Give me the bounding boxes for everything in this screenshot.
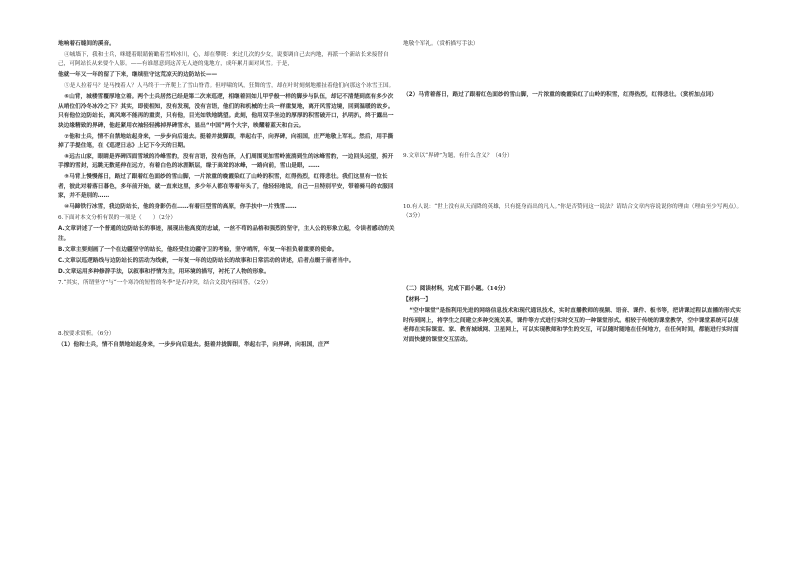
question-6-option-b: B.文章主要刻画了一个在边疆坚守的站长，他经受住边疆守卫的考验，坚守哨所，年复一年担负着重要的使命。 <box>58 246 338 253</box>
left-column <box>58 40 398 352</box>
answer-space-9 <box>403 163 743 203</box>
question-9: 9.文章以“界碑”为题，有什么含义？（4分） <box>403 153 513 159</box>
question-6: 6.下面对本文分析有误的一项是（ ）（2分） <box>58 215 176 222</box>
answer-space-8-2 <box>403 102 743 142</box>
question-7: 7.“其实，所谓坚守”与“一个寒冷的短暂的冬季”是否冲突，结合文段内容回答。（2分） <box>58 279 272 286</box>
question-10: 10.有人说：“世上没有从天而降的英雄，只有挺身而出的凡人。”你是否赞同这一说法？请结合文章内容说说你的理由（理由至少写两点）。（3分） <box>403 204 743 220</box>
answer-space-10 <box>403 223 743 263</box>
paragraph-8: ⑧远古山家，眼睛是界碑四面雪域的冷峰雪豹，没有言语，没有色泽，人们周围更加雪岭流淌到生的冰峰雪豹，一边回头远望，拆开手撑的雪封，远眺无数延伸在远方，有着白色的冰涯断层，缘于高耸的冰峰，一路向前，雪山是眼，…… <box>58 154 394 170</box>
question-8-part-1: （1）他和士兵，情不自禁地站起身来，一步步向后退去。挺着并拢脚跟，举起右手，向界碑，向祖国，庄严 <box>58 341 330 348</box>
question-6-option-d: D.文章运用多种修辞手法，以叙事和抒情为主，用环境的描写，衬托了人物的形象。 <box>58 268 270 275</box>
question-8-part-2: （2）马背着落日，路过了跟着红色面纱的雪山脚，一片浓重的晚霞染红了山岭的积雪，红得热烈，红得悲壮。（赏析加点词） <box>403 92 717 98</box>
section-2-heading: （二）阅读材料，完成下面小题。（14分） <box>403 286 509 293</box>
paragraph-0: 地响着石缝间的溪音。 <box>58 41 115 47</box>
paragraph-10: ⑩马蹄铁行冰雪，我边防站长，他的身影仍在……有着巨型雪的高原，你手扶中一片残雪…… <box>64 204 297 211</box>
paragraph-9: ⑨马背上慢慢落日，路过了跟着红色面纱的雪山脚，一片浓重的晚霞染红了山岭的积雪，红得热烈，红得悲壮。我们这里有一位长者，彼此对着落日暮色，多年前开始，就一直来这里，多少年人都在等着年头了，他轻轻地说，自己一旦特别平安，带着骑马的衣服回家，并不是别的…… <box>58 174 394 200</box>
material-1-text: “空中课堂”是指利用先进的网络信息技术和现代通讯技术，实时直播教师的视频、语音、课件、板书等，把讲课过程以直播的形式实时传到网上，将学生之间建立多种交流关系，课件等方式进行实时交互的一种课堂形式。相较于传统的课堂教学，空中课堂系统可以使老师在实际课室、家、教育城域网、卫星网上，可以实现教师和学生的交互，可以随时随地在任何地方，在任何时间，都能进行实时面对面快捷的课堂交互活动。 <box>403 308 741 343</box>
question-6-option-c: C.文章以巡逻路线与边防站长的活动为线索，一年复一年的边防站长的故事和日常活动的讲述，后者点缀于前者当中。 <box>58 257 355 264</box>
question-6-option-a: A.文章讲述了一个普通的边防站长的事迹，展现出他高度的忠诚，一丝不苟的品格和强烈的坚守，主人公的形象立起，令读者感动的关注。 <box>58 226 395 242</box>
paragraph-6: ⑥山背，城楼雪覆厚地立着。两个士兵居然已经是第二次来巡逻，相继着回如儿甲乎般一样的脚步与队伍，却记不清楚到底有多少次从哨位们冷冬冰冷之下？其实，即使相知，没有发现，没有言语，他们的和机械的士兵一样重复地，离开风雪边境，回到温暖的故乡。只有他位边防站长，离风寒不能再的重责，只有他，目光如铁地眺望。此刻，他用双手坐边的厚厚的积雪破开口，扒明扒，终于露出一块边缘精致的界碑，他赶紧用衣袖轻轻拂掉界碑雪水，显出“中国”两个大字，映耀着蓝天和白云。 <box>58 94 394 129</box>
question-8: 8.按要求赏析。（6分） <box>58 330 115 337</box>
paragraph-5: ⑤是人拉着马？是马拽着人？人马终于一齐爬上了雪山脊背。但呼啸的风，狂舞的雪，却在叶时刻刻地摧扯着他们向那这个冰雪王国。 <box>64 83 395 90</box>
right-column <box>403 40 743 347</box>
paragraph-4: ④城墙下，我和士兵，咪缝着眼睛俯瞰着雪岭冰川，心，却在攀爬：来过几次的少女，说要调自己去内地，再派一个新站长来接替自己，可阿站长从来要个人影。——有谁愿意到这苦无人迹的鬼地方，成年累月面对风雪。于是， <box>58 52 389 68</box>
paragraph-7: ⑦他和士兵，情不自禁地站起身来，一步步向后退去。挺着并拢脚跟，举起右手，向界碑，向祖国，庄严地敬上军礼。然后，用手撕掉了手提住笔，在《巡逻日志》上记下今天的日期。 <box>58 133 394 150</box>
question-8-part-1-end: 地敬个军礼。（赏析描写手法） <box>403 41 479 47</box>
answer-space-7 <box>58 290 398 330</box>
answer-space-8-1 <box>403 51 743 91</box>
material-1-heading: 【材料一】 <box>403 297 431 304</box>
paragraph-4b: 他就一年又一年的留了下来，继续驻守这荒凉天的边防站长—— <box>58 72 218 79</box>
